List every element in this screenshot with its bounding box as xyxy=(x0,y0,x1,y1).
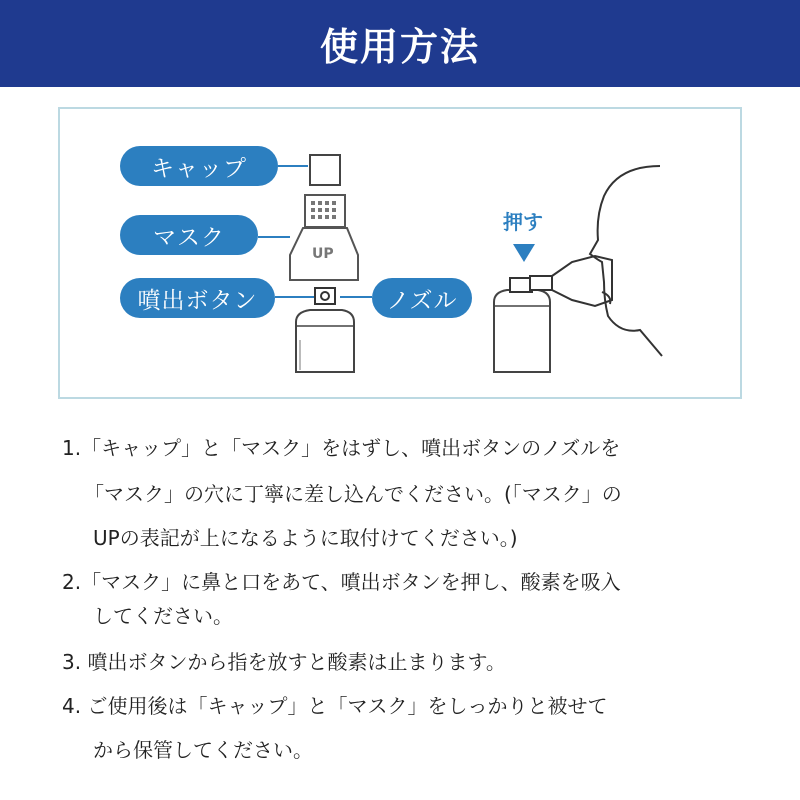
step1-line1: 1.「キャップ」と「マスク」をはずし、噴出ボタンのノズルを xyxy=(62,436,621,460)
nozzle-label-pill xyxy=(372,278,472,318)
step1-line2: 「マスク」の穴に丁寧に差し込んでください。(「マスク」の xyxy=(84,482,622,506)
mask-icon xyxy=(290,195,358,280)
step2-line2: してください。 xyxy=(93,604,233,628)
step3-line1: 3. 噴出ボタンから指を放すと酸素は止まります。 xyxy=(62,650,506,674)
push-arrow-icon xyxy=(513,244,535,262)
nozzle-label: ノズル xyxy=(386,287,458,314)
mask-up-mark: UP xyxy=(312,246,334,262)
step1-line3: UPの表記が上になるように取付けてください。) xyxy=(93,526,518,550)
canister-left xyxy=(296,288,354,372)
cap-label-pill xyxy=(120,146,278,186)
step2-line1: 2.「マスク」に鼻と口をあて、噴出ボタンを押し、酸素を吸入 xyxy=(62,570,621,594)
step4-line2: から保管してください。 xyxy=(93,738,313,762)
button-label-pill xyxy=(120,278,275,318)
canister-right xyxy=(494,256,612,372)
step4-line1: 4. ご使用後は「キャップ」と「マスク」をしっかりと被せて xyxy=(62,694,608,718)
cap-icon xyxy=(310,155,340,185)
button-label: 噴出ボタン xyxy=(137,287,258,314)
mask-label-pill xyxy=(120,215,258,255)
face-profile-icon xyxy=(590,166,662,356)
mask-label: マスク xyxy=(153,224,225,251)
page-title: 使用方法 xyxy=(319,25,480,69)
push-label: 押す xyxy=(503,210,543,234)
cap-label: キャップ xyxy=(151,155,247,182)
